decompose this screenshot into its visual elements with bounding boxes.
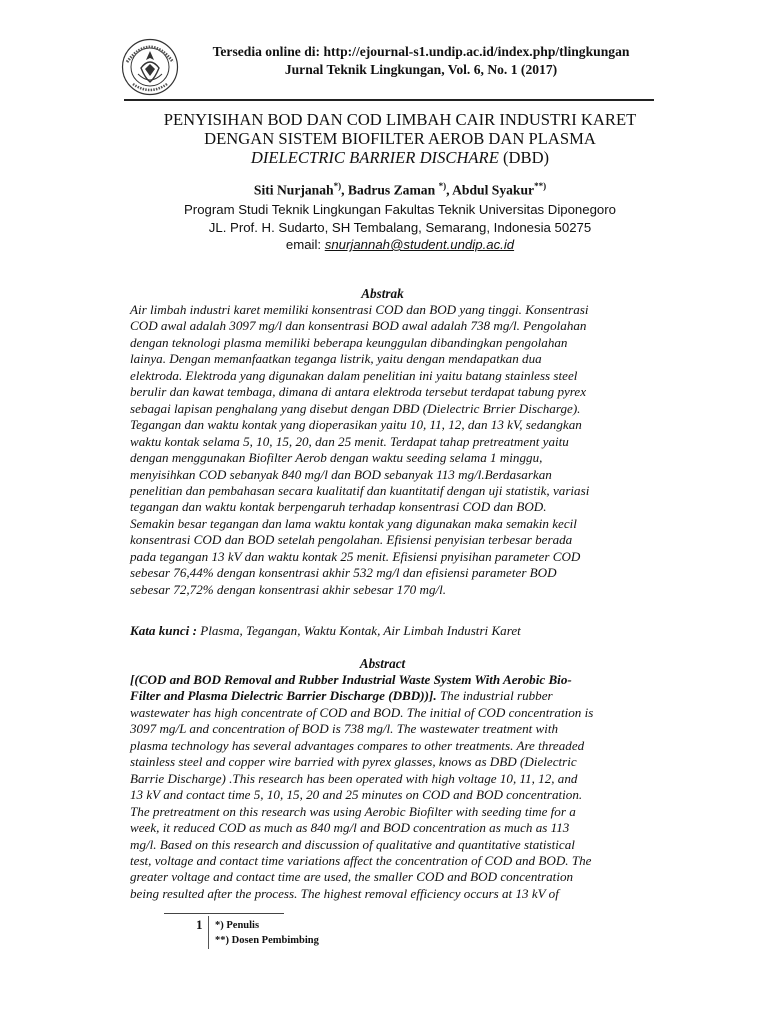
text-line: dengan teknologi plasma memiliki beberapa keunggulan dibandingkan pengolahan	[130, 334, 568, 350]
footnote-pembimbing: **) Dosen Pembimbing	[215, 935, 319, 946]
abstract-title-line-1: [(COD and BOD Removal and Rubber Industrial Waste System With Aerobic Bio-	[130, 672, 572, 687]
footnote-penulis: *) Penulis	[215, 920, 260, 931]
text-line: mg/l. Based on this research and discussion of qualitative and quantitative statistical	[130, 836, 575, 852]
paper-title	[110, 110, 690, 167]
abstrak-body	[130, 302, 635, 598]
text-line: plasma technology has several advantages compares to other treatments. Are threaded	[130, 737, 585, 753]
university-seal-logo	[121, 38, 179, 96]
text-line: Tegangan dan waktu kontak yang dioperasikan yaitu 10, 11, 12, dan 13 kV, sedangkan	[130, 417, 582, 433]
abstract-title-line-2-rest: The industrial rubber	[436, 688, 553, 704]
author-3: , Abdul Syakur	[446, 182, 535, 198]
text-line: 13 kV and contact time 5, 10, 15, 20 and 25 minutes on COD and BOD concentration.	[130, 787, 583, 803]
text-line: stainless steel and copper wire barried with pyrex glasses, knows as DBD (Dielectric	[130, 754, 577, 770]
text-line: sebesar 72,72% dengan konsentrasi akhir sebesar 170 mg/l.	[130, 581, 447, 597]
author-1: Siti Nurjanah	[253, 182, 334, 198]
email-link[interactable]: snurjannah@student.undip.ac.id	[324, 237, 515, 252]
abstract-heading: Abstract	[359, 656, 406, 671]
text-line: lainya. Dengan memanfaatkan teganga listrik, yaitu dengan mendapatkan dua	[130, 351, 542, 367]
journal-header	[186, 43, 656, 79]
text-line: elektroda. Elektroda yang digunakan dalam penelitian ini yaitu batang stainless steel	[130, 367, 578, 383]
text-line: The pretreatment on this research was using Aerobic Biofilter with seeding time for a	[130, 803, 576, 819]
author-2: , Badrus Zaman	[341, 182, 439, 198]
text-line: konsentrasi COD dan BOD setelah pengolahan. Efisiensi penyisian terbesar berada	[130, 532, 573, 548]
footnote-divider	[164, 913, 284, 914]
author-2-mark: *)	[438, 181, 447, 191]
text-line: Semakin besar tegangan dan lama waktu kontak yang digunakan maka semakin kecil	[130, 515, 577, 531]
author-1-mark: *)	[333, 181, 342, 191]
text-line: dengan menggunakan Biofilter Aerob dengan waktu seeding selama 1 minggu,	[130, 450, 543, 466]
title-line-2: DENGAN SISTEM BIOFILTER AEROB DAN PLASMA	[204, 129, 596, 148]
keywords-label: Kata kunci :	[130, 623, 197, 638]
title-line-3-italic: DIELECTRIC BARRIER DISCHARE	[250, 148, 499, 167]
text-line: sebesar 76,44% dengan konsentrasi akhir 532 mg/l dan efisiensi parameter BOD	[130, 565, 557, 581]
affiliation-block	[110, 201, 690, 254]
footnote-vertical-bar	[208, 916, 209, 949]
header-divider	[124, 99, 654, 101]
text-line: COD awal adalah 3097 mg/l dan konsentrasi BOD awal adalah 738 mg/l. Pengolahan	[130, 318, 587, 334]
text-line: tegangan dan waktu kontak berpengaruh terhadap konsentrasi COD dan BOD.	[130, 499, 547, 515]
text-line: pada tegangan 13 kV dan waktu kontak 25 menit. Efisiensi pnyisihan parameter COD	[130, 548, 581, 564]
journal-volume-line: Jurnal Teknik Lingkungan, Vol. 6, No. 1 (2017)	[284, 62, 558, 77]
affiliation-email-line	[110, 236, 690, 254]
text-line: penelitian dan pembahasan secara kualitatif dan kuantitatif dengan uji statistik, variasi	[130, 482, 590, 498]
abstract-body	[130, 672, 635, 902]
keywords-text: Plasma, Tegangan, Waktu Kontak, Air Limbah Industri Karet	[196, 623, 521, 638]
journal-url-line[interactable]: Tersedia online di: http://ejournal-s1.undip.ac.id/index.php/tlingkungan	[212, 44, 630, 59]
abstract-lines	[130, 705, 635, 902]
text-line: test, voltage and contact time variations affect the concentration of COD and BOD. The	[130, 852, 592, 868]
text-line: Air limbah industri karet memiliki konsentrasi COD dan BOD yang tinggi. Konsentrasi	[130, 302, 589, 317]
email-label: email:	[285, 237, 325, 252]
abstract-title-line-2-bold: Filter and Plasma Dielectric Barrier Discharge (DBD))].	[130, 688, 437, 704]
affiliation-address: JL. Prof. H. Sudarto, SH Tembalang, Semarang, Indonesia 50275	[208, 219, 592, 235]
page-number: 1	[196, 917, 203, 932]
author-3-mark: **)	[534, 181, 547, 191]
text-line: being resulted after the process. The highest removal efficiency occurs at 13 kV of	[130, 885, 559, 901]
title-line-1: PENYISIHAN BOD DAN COD LIMBAH CAIR INDUSTRI KARET	[163, 110, 637, 129]
text-line: sebagai lapisan penghalang yang disebut dengan DBD (Dielectric Brrier Discharge).	[130, 400, 581, 416]
abstrak-heading: Abstrak	[361, 286, 404, 301]
text-line: menyisihkan COD sebanyak 840 mg/l dan BOD sebanyak 113 mg/l.Berdasarkan	[130, 466, 552, 482]
text-line: waktu kontak selama 5, 10, 15, 20, dan 25 menit. Terdapat tahap pretreatment yaitu	[130, 433, 569, 449]
text-line: greater voltage and contact time are used, the smaller COD and BOD concentration	[130, 869, 574, 885]
keywords-line	[130, 623, 635, 639]
text-line: berulir dan kawat tembaga, dimana di antara elektroda tersebut terdapat tabung pyrex	[130, 384, 587, 400]
author-list	[110, 181, 690, 199]
abstract-title-line-2	[130, 688, 635, 704]
text-line: 3097 mg/L and concentration of BOD is 738 mg/l. The wastewater treatment with	[130, 721, 559, 737]
text-line: week, it reduced COD as much as 840 mg/l and BOD concentration as much as 113	[130, 820, 570, 836]
text-line: Barrie Discharge) .This research has been operated with high voltage 10, 11, 12, and	[130, 770, 578, 786]
affiliation-dept: Program Studi Teknik Lingkungan Fakultas Teknik Universitas Diponegoro	[184, 202, 616, 217]
title-line-3	[110, 148, 690, 167]
footnotes	[215, 918, 319, 948]
text-line: wastewater has high concentrate of COD and BOD. The initial of COD concentration is	[130, 704, 594, 720]
title-line-3-rest: (DBD)	[498, 148, 550, 167]
